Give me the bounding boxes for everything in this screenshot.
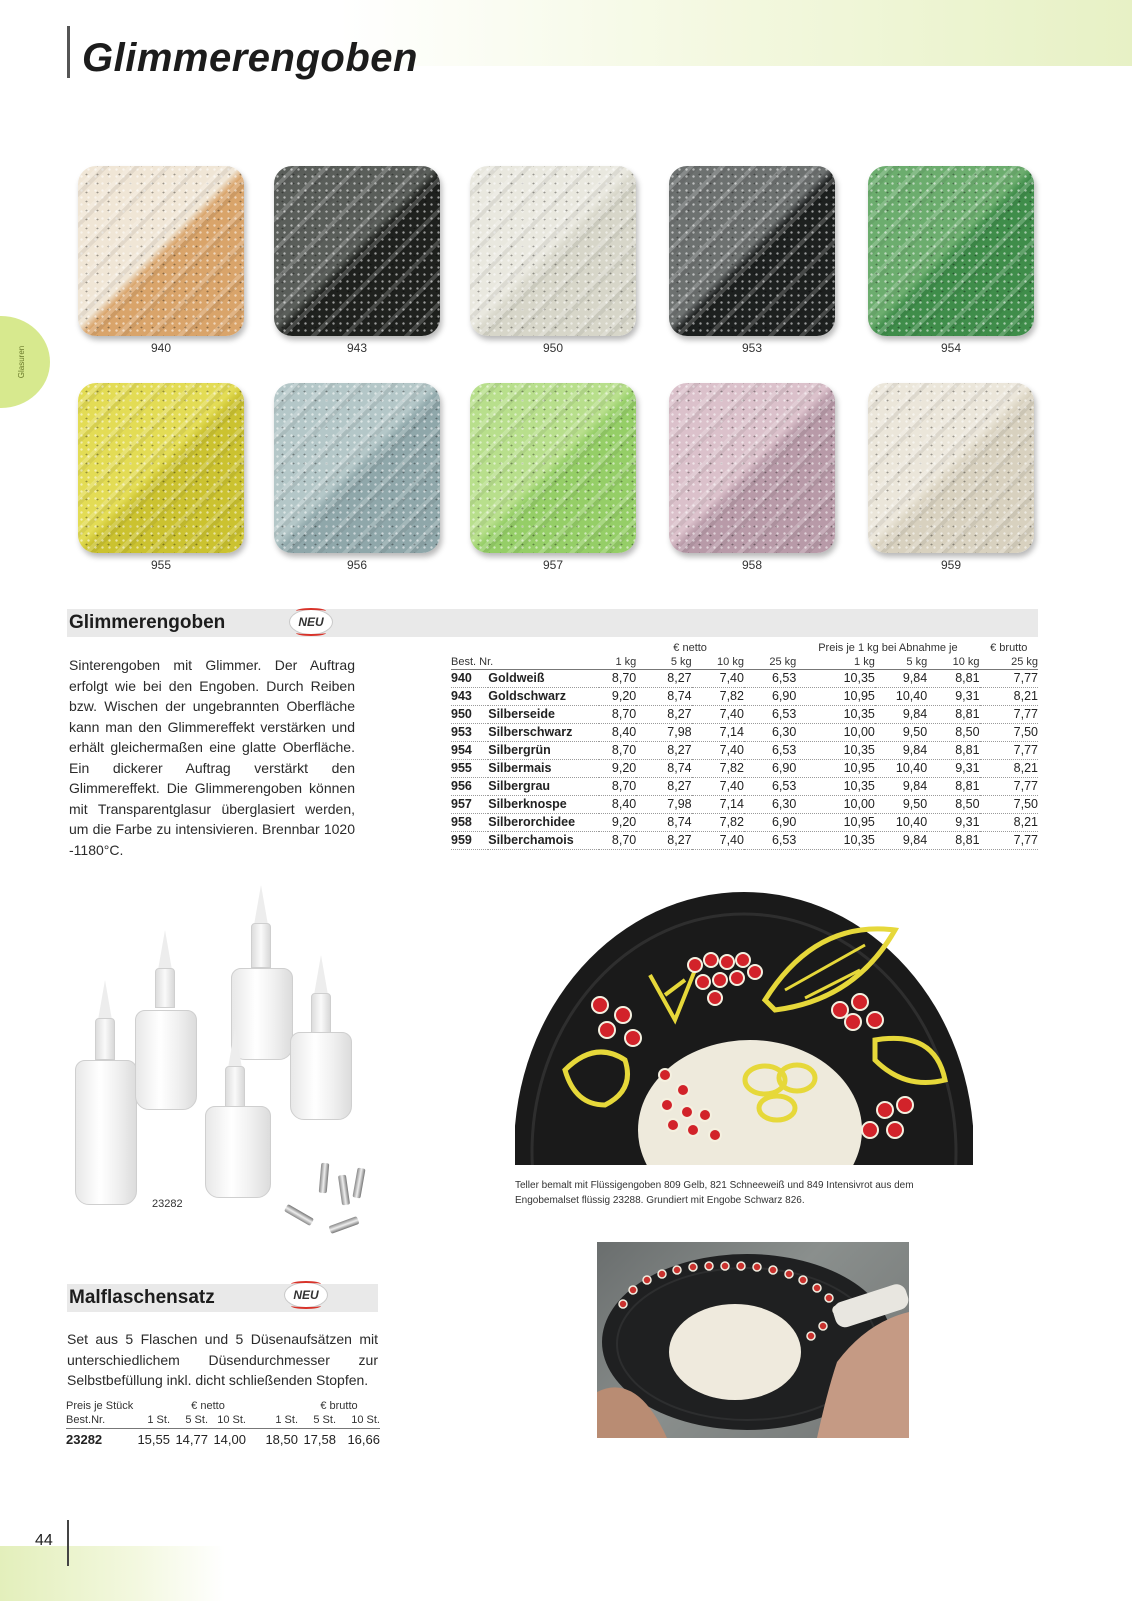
price-cell: 10,00 — [843, 797, 875, 811]
price-cell: 9,31 — [955, 815, 980, 829]
price-cell: 8,27 — [667, 779, 692, 793]
price-cell: 7,40 — [719, 779, 744, 793]
title-accent-bar — [67, 26, 70, 78]
price-cell: 6,30 — [771, 797, 797, 811]
page-number: 44 — [35, 1532, 53, 1549]
table-row — [451, 741, 1038, 759]
col-header: 5 St. — [185, 1414, 208, 1427]
price-cell: 8,27 — [667, 671, 692, 685]
table-row — [451, 669, 1038, 687]
malflaschen-heading: Malflaschensatz — [69, 1287, 215, 1308]
nozzle — [352, 1168, 365, 1199]
price-cell: 10,95 — [843, 815, 875, 829]
price-cell: 7,40 — [719, 743, 744, 757]
glimmer-heading: Glimmerengoben — [69, 612, 226, 633]
product-code: 940 — [451, 671, 472, 685]
glaze-tile — [78, 383, 244, 553]
plate-caption: Teller bemalt mit Flüssigengoben 809 Gelb, 821 Schneeweiß und 849 Intensivrot aus dem Engobemalset flüssig 23288. Grundiert mit Engobe Schwarz 826. — [515, 1180, 914, 1206]
col-header: 1 St. — [147, 1414, 170, 1427]
price-cell: 8,81 — [955, 779, 980, 793]
product-code: 950 — [451, 707, 472, 721]
glaze-tile — [470, 383, 636, 553]
glaze-tile — [868, 383, 1034, 553]
glaze-tile-code: 956 — [346, 558, 368, 572]
product-name: Silbermais — [488, 761, 552, 775]
price-cell: 6,53 — [771, 707, 797, 721]
price-cell: 7,14 — [719, 797, 744, 811]
price-cell: 7,82 — [719, 689, 744, 703]
price-cell: 6,53 — [771, 671, 797, 685]
price-cell: 8,70 — [611, 707, 637, 721]
price-cell: 7,50 — [1013, 797, 1038, 811]
bestnr-header: Best. Nr. — [451, 655, 494, 668]
brutto-group-label: € brutto — [990, 642, 1028, 654]
price-cell: 10,35 — [843, 743, 875, 757]
glaze-tile-code: 954 — [940, 341, 962, 355]
product-code: 956 — [451, 779, 472, 793]
nozzle — [329, 1216, 360, 1234]
bottle-set-image — [70, 880, 370, 1250]
price-cell: 10,40 — [895, 815, 928, 829]
price-cell: 6,53 — [771, 779, 797, 793]
price-cell: 8,21 — [1013, 689, 1038, 703]
price-cell: 8,40 — [611, 797, 637, 811]
nozzle — [338, 1175, 350, 1206]
glaze-tile-code: 959 — [940, 558, 962, 572]
decorating-illustration — [597, 1242, 909, 1438]
product-name: Silberknospe — [488, 797, 567, 811]
price-cell: 7,40 — [719, 671, 744, 685]
product-name: Silberseide — [488, 707, 555, 721]
price-cell: 7,82 — [719, 761, 744, 775]
brutto-label: € brutto — [320, 1399, 358, 1412]
malflaschen-description: Set aus 5 Flaschen und 5 Düsenaufsätzen mit unterschiedlichem Düsendurchmesser zur Selbstbefüllung inkl. dicht schließenden Stopfen. — [67, 1331, 378, 1388]
price-cell: 6,53 — [771, 833, 797, 847]
table-row — [451, 687, 1038, 705]
price-cell: 9,20 — [611, 815, 637, 829]
glaze-tile-code: 957 — [542, 558, 564, 572]
glaze-tile-code: 940 — [150, 341, 172, 355]
product-name: Silbergrün — [488, 743, 551, 757]
price-cell: 18,50 — [246, 1428, 298, 1450]
price-cell: 8,81 — [955, 671, 980, 685]
col-header: 5 kg — [906, 655, 928, 668]
page-number-bar — [67, 1520, 69, 1566]
price-cell: 8,81 — [955, 707, 980, 721]
price-cell: 10,95 — [843, 761, 875, 775]
price-cell: 8,21 — [1013, 761, 1038, 775]
product-code: 954 — [451, 743, 472, 757]
table-row — [451, 777, 1038, 795]
glaze-tile-code: 955 — [150, 558, 172, 572]
price-cell: 8,81 — [955, 833, 980, 847]
netto-label: € netto — [191, 1399, 225, 1412]
price-cell: 6,90 — [771, 689, 797, 703]
painted-plate-image — [515, 890, 973, 1165]
price-cell: 10,00 — [843, 725, 875, 739]
nozzle — [319, 1163, 330, 1194]
price-cell: 6,53 — [771, 743, 797, 757]
price-cell: 6,30 — [771, 725, 797, 739]
price-cell: 8,27 — [667, 707, 692, 721]
product-code: 943 — [451, 689, 472, 703]
price-cell: 7,40 — [719, 833, 744, 847]
price-cell: 9,84 — [902, 833, 928, 847]
price-cell: 8,70 — [611, 833, 637, 847]
bottom-band — [0, 1546, 225, 1601]
price-per-kg-label: Preis je 1 kg bei Abnahme je — [818, 642, 958, 654]
price-cell: 15,55 — [136, 1428, 170, 1450]
glaze-tile-code: 943 — [346, 341, 368, 355]
price-cell: 9,31 — [955, 689, 980, 703]
price-cell: 8,74 — [667, 815, 692, 829]
price-cell: 8,27 — [667, 743, 692, 757]
price-cell: 8,70 — [611, 779, 637, 793]
nozzle — [284, 1204, 314, 1226]
table-row — [451, 759, 1038, 777]
neu-badge: NEU — [284, 1282, 328, 1308]
glaze-tile — [470, 166, 636, 336]
col-header: 1 St. — [275, 1414, 298, 1427]
glaze-tile-code: 950 — [542, 341, 564, 355]
side-tab-label: Glasuren — [17, 345, 26, 379]
table-row — [451, 813, 1038, 831]
price-cell: 10,35 — [843, 671, 875, 685]
price-cell: 8,70 — [611, 671, 637, 685]
product-name: Silberorchidee — [488, 815, 576, 829]
col-header: 25 kg — [769, 655, 797, 668]
price-cell: 6,90 — [771, 761, 797, 775]
bestnr-label: Best.Nr. — [66, 1414, 106, 1427]
glimmer-price-table — [451, 641, 1038, 850]
bottle — [288, 955, 378, 1120]
price-cell: 7,77 — [1013, 671, 1038, 685]
glaze-tile — [868, 166, 1034, 336]
product-name: Goldschwarz — [488, 689, 567, 703]
product-name: Silbergrau — [488, 779, 551, 793]
price-cell: 8,74 — [667, 761, 692, 775]
price-cell: 7,50 — [1013, 725, 1038, 739]
price-cell: 7,82 — [719, 815, 744, 829]
col-header: 10 St. — [217, 1414, 246, 1427]
col-header: 10 kg — [717, 655, 744, 668]
bottle — [200, 1028, 300, 1198]
price-cell: 9,84 — [902, 779, 928, 793]
netto-group-label: € netto — [673, 642, 707, 654]
neu-badge: NEU — [289, 609, 333, 635]
price-per-piece-label: Preis je Stück — [66, 1399, 134, 1412]
product-code: 959 — [451, 833, 472, 847]
price-cell: 10,95 — [843, 689, 875, 703]
price-cell: 7,77 — [1013, 743, 1038, 757]
price-cell: 9,84 — [902, 743, 928, 757]
glaze-tile — [274, 166, 440, 336]
price-cell: 14,77 — [170, 1428, 208, 1450]
glimmer-description: Sinterengoben mit Glimmer. Der Auftrag erfolgt wie bei den Engoben. Durch Reiben bzw. Wischen der ungebrannten Oberfläche kann man den Glimmereffekt verstärken und erhält gleichermaßen eine glatte Oberfläche. Ein dickerer Auftrag verstärkt den Glimmereffekt. Die Glimmerengoben können mit Transparentglasur überglasiert werden, um die Farbe zu intensivieren. Brennbar 1020 -1180°C. — [69, 657, 355, 858]
price-cell: 9,84 — [902, 671, 928, 685]
product-name: Silberchamois — [488, 833, 574, 847]
glaze-tile — [78, 166, 244, 336]
price-cell: 7,77 — [1013, 833, 1038, 847]
col-header: 1 kg — [854, 655, 875, 668]
malflaschen-price-table — [66, 1398, 380, 1450]
product-name: Goldweiß — [488, 671, 545, 685]
col-header: 10 St. — [351, 1414, 380, 1427]
price-cell: 9,20 — [611, 761, 637, 775]
price-cell: 10,35 — [843, 833, 875, 847]
table-row — [451, 705, 1038, 723]
glaze-tile-code: 958 — [741, 558, 763, 572]
col-header: 5 kg — [670, 655, 692, 668]
price-cell: 10,35 — [843, 707, 875, 721]
price-cell: 8,81 — [955, 743, 980, 757]
col-header: 5 St. — [313, 1414, 336, 1427]
price-cell: 14,00 — [208, 1428, 246, 1450]
table-row — [451, 795, 1038, 813]
price-cell: 8,50 — [955, 725, 980, 739]
glaze-tile — [669, 166, 835, 336]
glaze-tile-code: 953 — [741, 341, 763, 355]
decorating-photo — [597, 1242, 909, 1438]
col-header: 1 kg — [615, 655, 637, 668]
glaze-tile — [669, 383, 835, 553]
price-cell: 7,14 — [719, 725, 744, 739]
col-header: 10 kg — [952, 655, 980, 668]
price-cell: 9,20 — [611, 689, 637, 703]
price-cell: 8,21 — [1013, 815, 1038, 829]
price-cell: 6,90 — [771, 815, 797, 829]
col-header: 25 kg — [1011, 655, 1038, 668]
price-cell: 8,70 — [611, 743, 637, 757]
price-cell: 17,58 — [298, 1428, 336, 1450]
price-cell: 10,40 — [895, 761, 928, 775]
product-name: Silberschwarz — [488, 725, 573, 739]
price-cell: 9,50 — [902, 725, 928, 739]
price-cell: 9,84 — [902, 707, 928, 721]
glaze-tile — [274, 383, 440, 553]
product-code: 958 — [451, 815, 472, 829]
price-cell: 8,27 — [667, 833, 692, 847]
price-cell: 8,40 — [611, 725, 637, 739]
price-cell: 9,50 — [902, 797, 928, 811]
plate-illustration — [515, 890, 973, 1165]
price-cell: 10,40 — [895, 689, 928, 703]
price-cell: 9,31 — [955, 761, 980, 775]
price-cell: 8,74 — [667, 689, 692, 703]
price-cell: 8,50 — [955, 797, 980, 811]
malflaschen-code: 23282 — [66, 1428, 136, 1450]
price-cell: 7,77 — [1013, 779, 1038, 793]
product-code: 957 — [451, 797, 472, 811]
product-code: 953 — [451, 725, 472, 739]
price-cell: 16,66 — [336, 1428, 380, 1450]
bottle-code-label: 23282 — [152, 1198, 183, 1210]
price-cell: 10,35 — [843, 779, 875, 793]
price-cell: 7,40 — [719, 707, 744, 721]
price-cell: 7,98 — [667, 725, 692, 739]
price-cell: 7,77 — [1013, 707, 1038, 721]
price-cell: 7,98 — [667, 797, 692, 811]
product-code: 955 — [451, 761, 472, 775]
table-row — [451, 831, 1038, 849]
page-title: Glimmerengoben — [82, 36, 418, 80]
table-row — [451, 723, 1038, 741]
